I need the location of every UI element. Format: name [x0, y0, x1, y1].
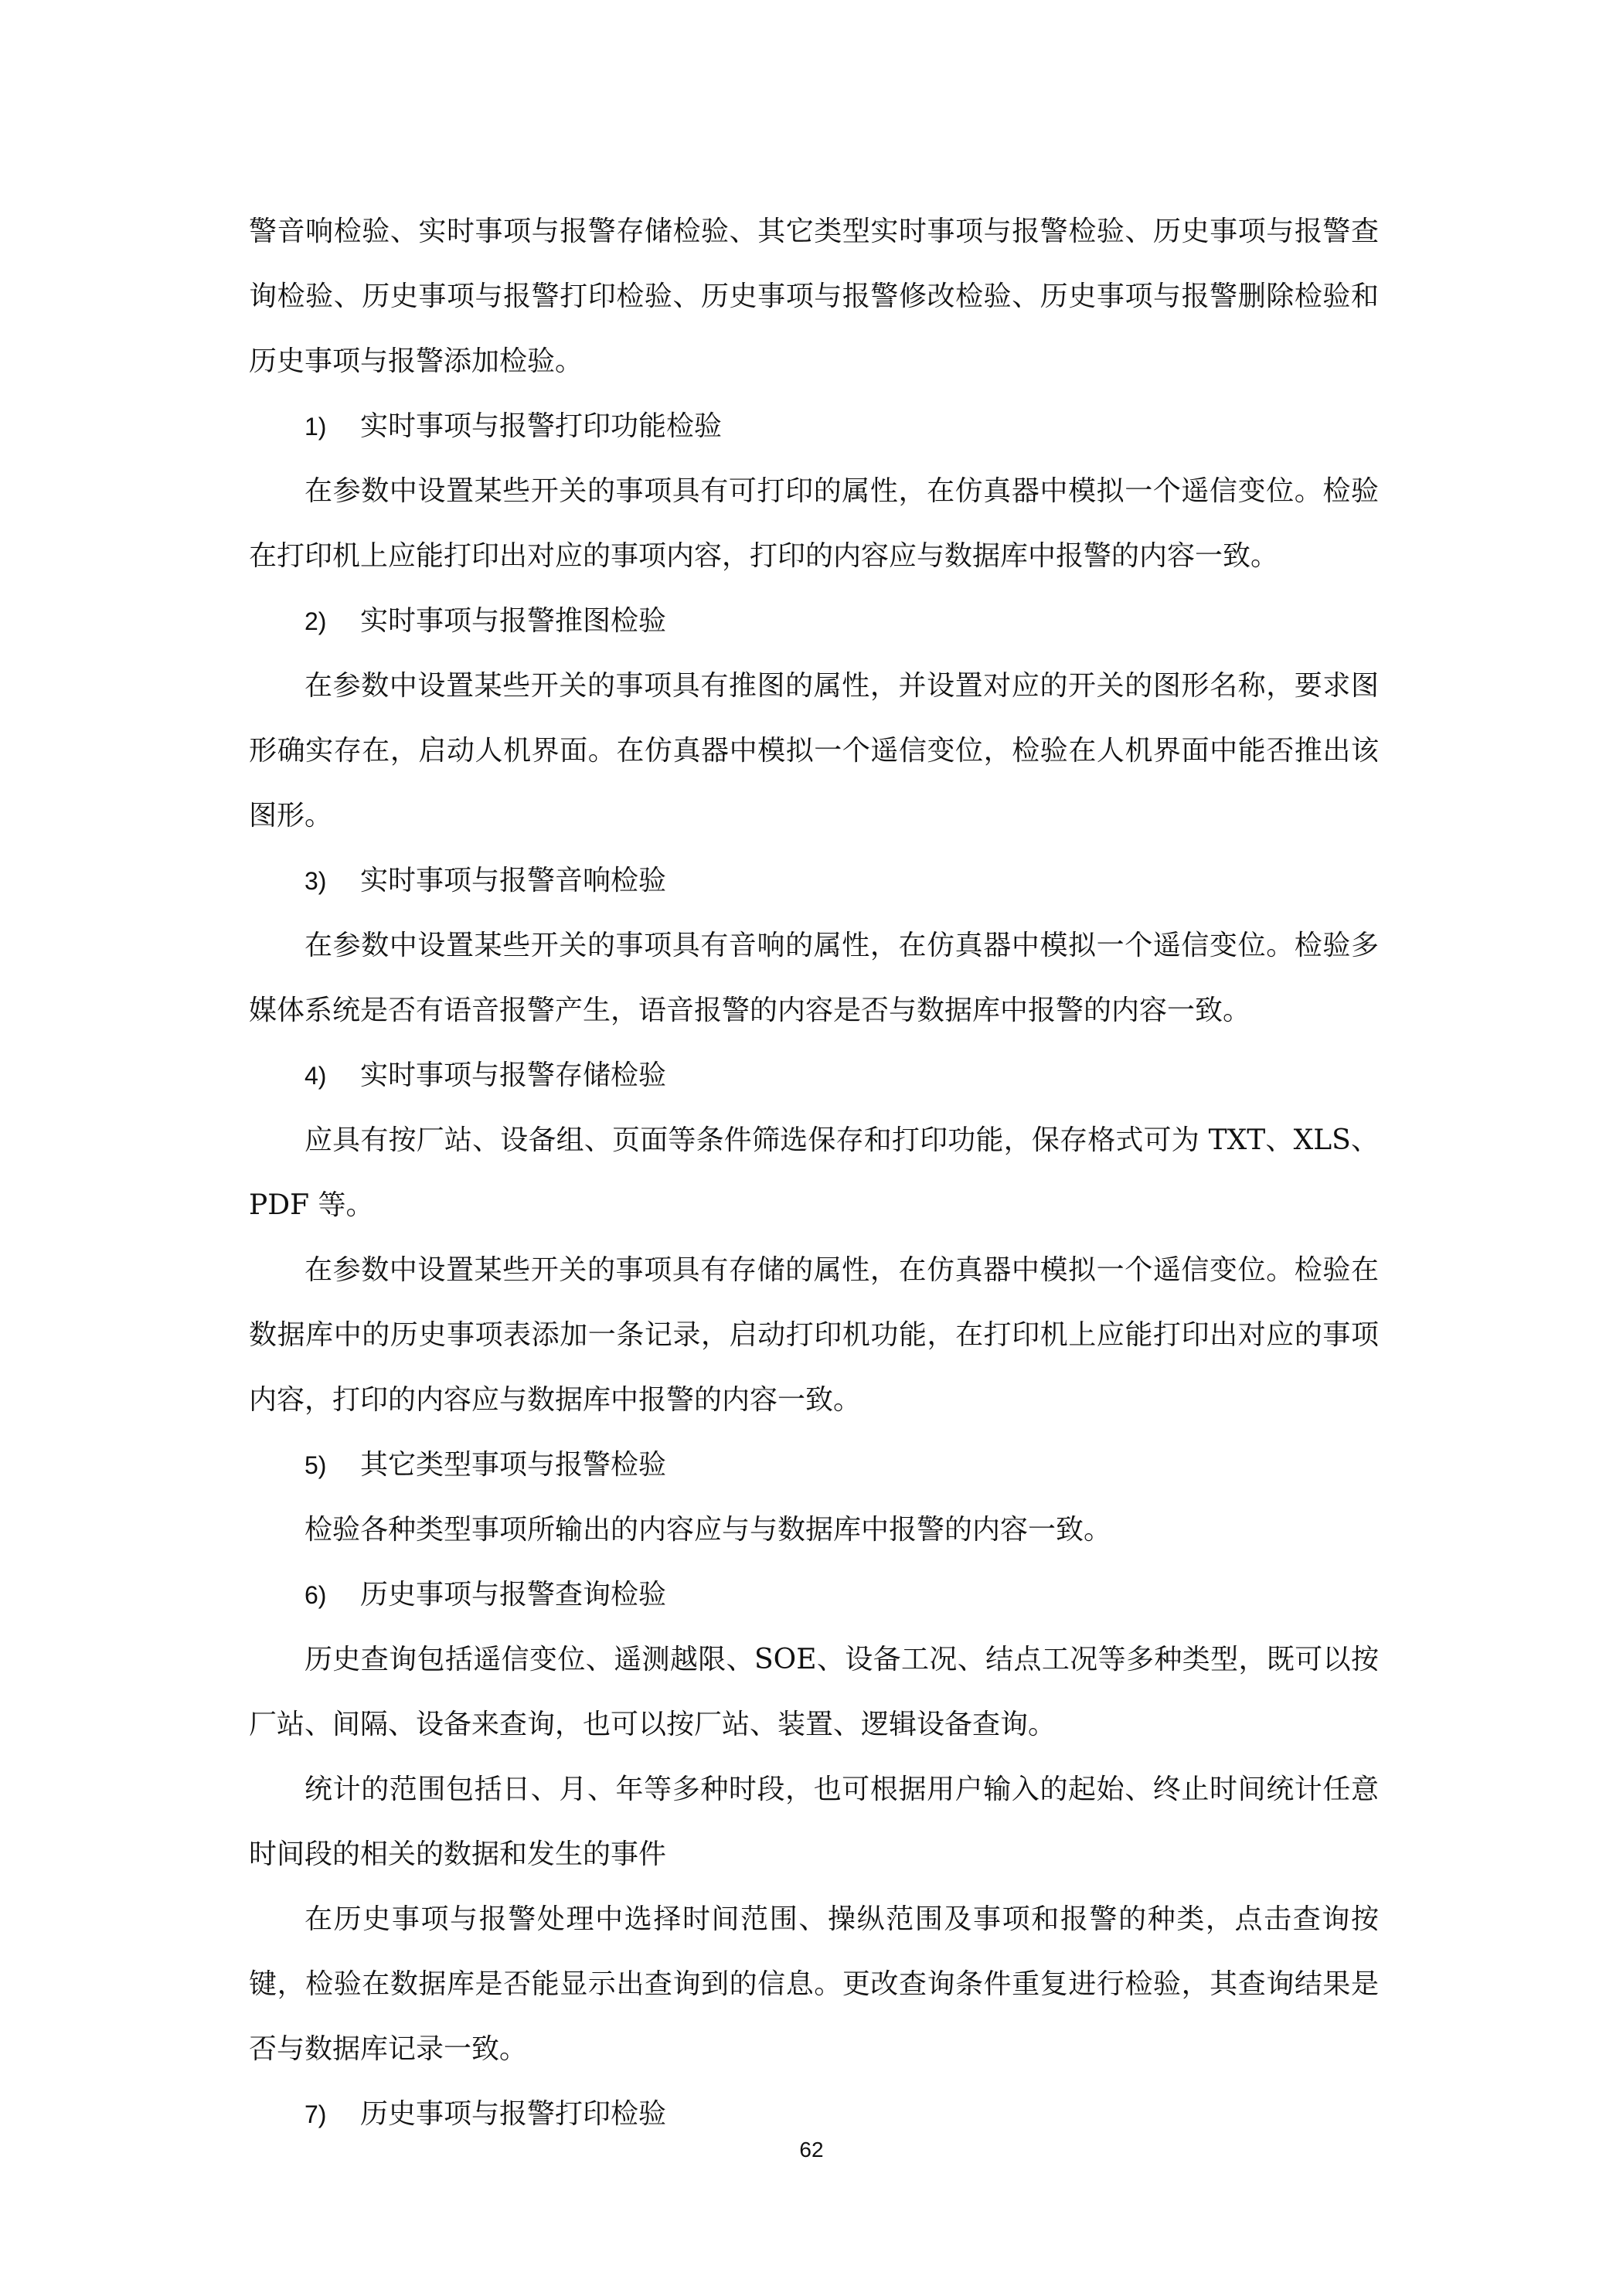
paragraph-intro-continuation: 警音响检验、实时事项与报警存储检验、其它类型实时事项与报警检验、历史事项与报警查询检验、历史事项与报警打印检验、历史事项与报警修改检验、历史事项与报警删除检验和历史事项与报警添加检验。: [249, 216, 1379, 377]
heading-title: 历史事项与报警查询检验: [360, 1579, 667, 1611]
section-heading-1: [249, 394, 1379, 459]
paragraph: 在参数中设置某些开关的事项具有推图的属性，并设置对应的开关的图形名称，要求图形确实存在，启动人机界面。在仿真器中模拟一个遥信变位，检验在人机界面中能否推出该图形。: [249, 670, 1379, 832]
section-heading-2: [249, 589, 1379, 654]
heading-number: 7): [305, 2100, 327, 2128]
section-heading-4: [249, 1043, 1379, 1108]
paragraph: 应具有按厂站、设备组、页面等条件筛选保存和打印功能，保存格式可为 TXT、XLS、PDF 等。: [249, 1124, 1379, 1221]
heading-number: 5): [305, 1451, 327, 1479]
heading-title: 历史事项与报警打印检验: [360, 2098, 667, 2130]
paragraph: 在历史事项与报警处理中选择时间范围、操纵范围及事项和报警的种类，点击查询按键，检验在数据库是否能显示出查询到的信息。更改查询条件重复进行检验，其查询结果是否与数据库记录一致。: [249, 1903, 1379, 2065]
heading-title: 实时事项与报警打印功能检验: [360, 410, 723, 442]
heading-number: 4): [305, 1062, 327, 1090]
section-heading-3: [249, 849, 1379, 913]
page-number: 62: [799, 2138, 824, 2162]
paragraph: 在参数中设置某些开关的事项具有音响的属性，在仿真器中模拟一个遥信变位。检验多媒体系统是否有语音报警产生，语音报警的内容是否与数据库中报警的内容一致。: [249, 930, 1379, 1026]
heading-number: 3): [305, 867, 327, 895]
heading-number: 2): [305, 607, 327, 635]
paragraph: 统计的范围包括日、月、年等多种时段，也可根据用户输入的起始、终止时间统计任意时间段的相关的数据和发生的事件: [249, 1774, 1379, 1870]
heading-title: 实时事项与报警音响检验: [360, 865, 667, 896]
document-body: [249, 199, 1379, 2147]
heading-title: 实时事项与报警存储检验: [360, 1060, 667, 1091]
heading-number: 6): [305, 1581, 327, 1609]
heading-title: 其它类型事项与报警检验: [360, 1449, 667, 1481]
paragraph: 在参数中设置某些开关的事项具有可打印的属性，在仿真器中模拟一个遥信变位。检验在打印机上应能打印出对应的事项内容，打印的内容应与数据库中报警的内容一致。: [249, 475, 1379, 572]
section-heading-6: [249, 1563, 1379, 1628]
paragraph: 历史查询包括遥信变位、遥测越限、SOE、设备工况、结点工况等多种类型，既可以按厂站、间隔、设备来查询，也可以按厂站、装置、逻辑设备查询。: [249, 1644, 1379, 1740]
heading-title: 实时事项与报警推图检验: [360, 605, 667, 637]
paragraph: 检验各种类型事项所输出的内容应与与数据库中报警的内容一致。: [305, 1514, 1112, 1546]
paragraph: 在参数中设置某些开关的事项具有存储的属性，在仿真器中模拟一个遥信变位。检验在数据库中的历史事项表添加一条记录，启动打印机功能，在打印机上应能打印出对应的事项内容，打印的内容应与数据库中报警的内容一致。: [249, 1254, 1379, 1416]
section-heading-5: [249, 1433, 1379, 1498]
heading-number: 1): [305, 413, 327, 440]
